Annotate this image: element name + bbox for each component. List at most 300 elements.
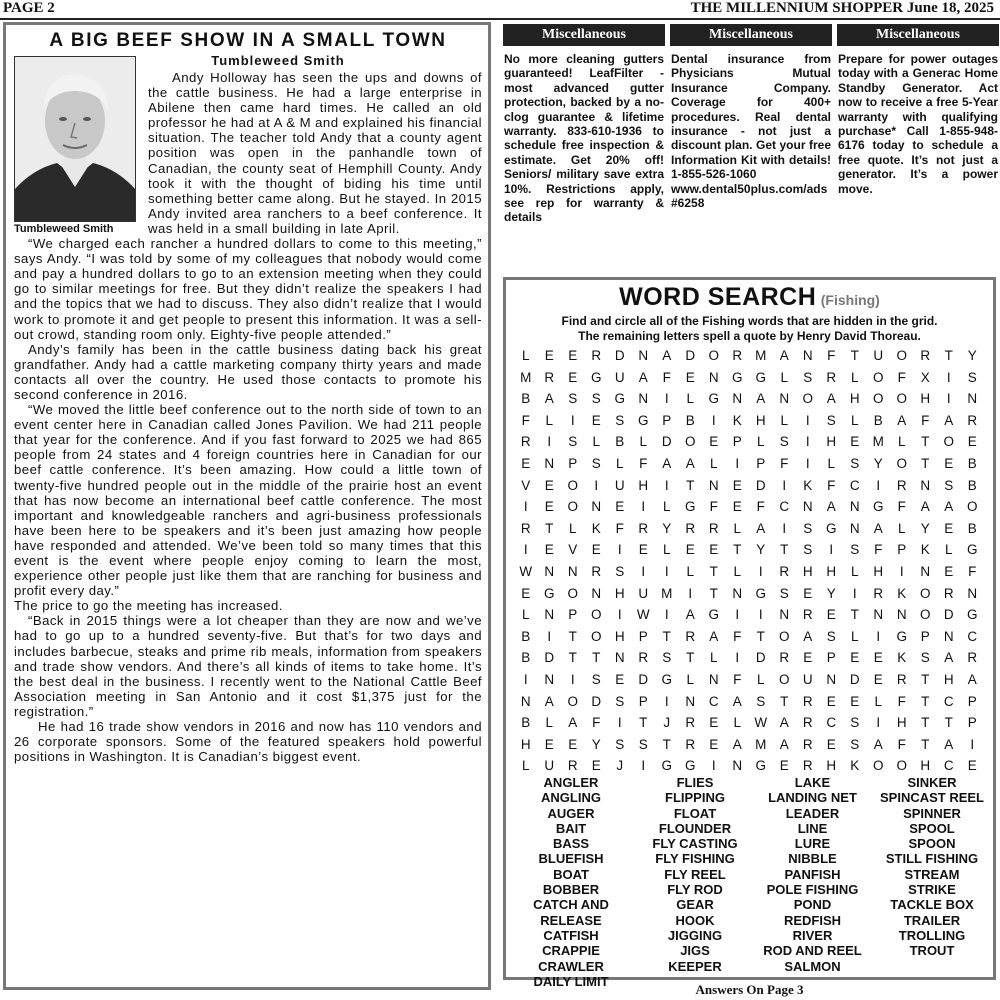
- grid-letter[interactable]: U: [614, 369, 625, 385]
- grid-letter[interactable]: K: [732, 412, 742, 428]
- grid-letter[interactable]: P: [967, 715, 977, 731]
- grid-letter[interactable]: S: [568, 434, 578, 450]
- grid-letter[interactable]: X: [920, 369, 930, 385]
- grid-letter[interactable]: O: [684, 434, 696, 450]
- grid-letter[interactable]: E: [850, 693, 860, 709]
- grid-letter[interactable]: A: [897, 412, 907, 428]
- grid-letter[interactable]: L: [850, 369, 859, 385]
- grid-letter[interactable]: L: [686, 391, 694, 407]
- grid-letter[interactable]: K: [897, 585, 907, 601]
- grid-letter[interactable]: O: [966, 499, 978, 515]
- grid-letter[interactable]: R: [685, 520, 696, 536]
- grid-letter[interactable]: I: [570, 412, 575, 428]
- grid-letter[interactable]: E: [944, 520, 954, 536]
- grid-letter[interactable]: O: [872, 369, 884, 385]
- grid-letter[interactable]: R: [826, 369, 837, 385]
- grid-letter[interactable]: S: [615, 693, 625, 709]
- grid-letter[interactable]: T: [850, 348, 859, 363]
- grid-letter[interactable]: G: [590, 369, 602, 385]
- grid-letter[interactable]: E: [568, 369, 578, 385]
- grid-letter[interactable]: E: [850, 434, 860, 450]
- grid-letter[interactable]: N: [614, 650, 625, 666]
- grid-letter[interactable]: A: [638, 369, 648, 385]
- grid-letter[interactable]: G: [684, 499, 696, 515]
- grid-letter[interactable]: E: [967, 758, 977, 774]
- grid-letter[interactable]: I: [664, 391, 669, 407]
- grid-letter[interactable]: Y: [662, 520, 672, 536]
- grid-letter[interactable]: I: [970, 736, 975, 752]
- grid-letter[interactable]: N: [967, 585, 978, 601]
- grid-letter[interactable]: L: [897, 520, 906, 536]
- grid-letter[interactable]: A: [920, 499, 930, 515]
- grid-letter[interactable]: K: [920, 542, 930, 558]
- grid-letter[interactable]: R: [732, 348, 743, 363]
- grid-letter[interactable]: I: [876, 715, 881, 731]
- grid-letter[interactable]: O: [896, 348, 907, 363]
- grid-letter[interactable]: S: [615, 563, 625, 579]
- grid-letter[interactable]: B: [521, 650, 531, 666]
- grid-letter[interactable]: P: [732, 434, 742, 450]
- grid-letter[interactable]: K: [897, 650, 907, 666]
- grid-letter[interactable]: S: [591, 671, 601, 687]
- grid-letter[interactable]: P: [756, 455, 766, 471]
- grid-letter[interactable]: E: [826, 693, 836, 709]
- grid-letter[interactable]: D: [685, 348, 696, 363]
- grid-letter[interactable]: G: [966, 607, 978, 623]
- grid-letter[interactable]: F: [897, 736, 906, 752]
- grid-letter[interactable]: N: [779, 391, 790, 407]
- grid-letter[interactable]: B: [521, 715, 531, 731]
- grid-letter[interactable]: E: [685, 369, 695, 385]
- grid-letter[interactable]: N: [544, 563, 555, 579]
- grid-letter[interactable]: F: [780, 455, 789, 471]
- grid-letter[interactable]: L: [850, 412, 859, 428]
- grid-letter[interactable]: O: [567, 477, 578, 493]
- grid-letter[interactable]: Y: [967, 348, 977, 363]
- grid-letter[interactable]: A: [944, 412, 954, 428]
- grid-letter[interactable]: E: [803, 650, 813, 666]
- grid-letter[interactable]: I: [664, 607, 669, 623]
- grid-letter[interactable]: L: [756, 434, 765, 450]
- grid-letter[interactable]: R: [685, 736, 696, 752]
- grid-letter[interactable]: I: [899, 563, 904, 579]
- grid-letter[interactable]: N: [943, 628, 954, 644]
- grid-letter[interactable]: D: [638, 671, 649, 687]
- grid-letter[interactable]: P: [568, 607, 578, 623]
- grid-letter[interactable]: S: [967, 369, 977, 385]
- grid-letter[interactable]: M: [755, 736, 767, 752]
- grid-letter[interactable]: T: [850, 607, 859, 623]
- grid-letter[interactable]: T: [662, 628, 671, 644]
- grid-letter[interactable]: P: [638, 693, 648, 709]
- grid-letter[interactable]: R: [943, 585, 954, 601]
- grid-letter[interactable]: I: [547, 434, 552, 450]
- grid-letter[interactable]: I: [735, 607, 740, 623]
- grid-letter[interactable]: L: [780, 412, 788, 428]
- grid-letter[interactable]: H: [826, 434, 837, 450]
- grid-letter[interactable]: T: [568, 628, 577, 644]
- grid-letter[interactable]: F: [897, 693, 906, 709]
- grid-letter[interactable]: N: [849, 499, 860, 515]
- grid-letter[interactable]: N: [520, 693, 531, 709]
- grid-letter[interactable]: C: [943, 758, 954, 774]
- grid-letter[interactable]: S: [779, 434, 789, 450]
- grid-letter[interactable]: T: [921, 715, 930, 731]
- grid-letter[interactable]: R: [779, 563, 790, 579]
- grid-letter[interactable]: I: [523, 671, 528, 687]
- grid-letter[interactable]: H: [873, 563, 884, 579]
- grid-letter[interactable]: N: [896, 607, 907, 623]
- grid-letter[interactable]: E: [568, 348, 578, 363]
- grid-letter[interactable]: I: [641, 563, 646, 579]
- grid-letter[interactable]: F: [615, 520, 624, 536]
- grid-letter[interactable]: N: [544, 455, 555, 471]
- grid-letter[interactable]: T: [921, 671, 930, 687]
- grid-letter[interactable]: R: [802, 736, 813, 752]
- grid-letter[interactable]: J: [663, 715, 671, 731]
- grid-letter[interactable]: L: [545, 412, 553, 428]
- grid-letter[interactable]: D: [614, 348, 625, 363]
- grid-letter[interactable]: Y: [826, 585, 836, 601]
- grid-letter[interactable]: H: [755, 412, 766, 428]
- grid-letter[interactable]: E: [615, 671, 625, 687]
- grid-letter[interactable]: G: [708, 391, 719, 407]
- grid-letter[interactable]: O: [896, 391, 907, 407]
- grid-letter[interactable]: H: [614, 628, 625, 644]
- grid-letter[interactable]: A: [873, 736, 883, 752]
- grid-letter[interactable]: E: [544, 736, 554, 752]
- grid-letter[interactable]: D: [591, 693, 602, 709]
- grid-letter[interactable]: S: [826, 628, 836, 644]
- grid-letter[interactable]: G: [661, 758, 672, 774]
- grid-letter[interactable]: C: [708, 693, 719, 709]
- grid-letter[interactable]: S: [803, 542, 813, 558]
- grid-letter[interactable]: S: [568, 391, 578, 407]
- grid-letter[interactable]: A: [826, 499, 836, 515]
- grid-letter[interactable]: E: [591, 542, 601, 558]
- grid-letter[interactable]: A: [709, 628, 719, 644]
- grid-letter[interactable]: K: [850, 758, 860, 774]
- grid-letter[interactable]: N: [544, 607, 555, 623]
- grid-letter[interactable]: R: [685, 628, 696, 644]
- grid-letter[interactable]: I: [523, 499, 528, 515]
- grid-letter[interactable]: I: [617, 715, 622, 731]
- grid-letter[interactable]: H: [826, 758, 837, 774]
- grid-letter[interactable]: A: [544, 693, 554, 709]
- grid-letter[interactable]: O: [943, 434, 954, 450]
- grid-letter[interactable]: O: [802, 391, 813, 407]
- grid-letter[interactable]: L: [568, 520, 577, 536]
- grid-letter[interactable]: S: [662, 650, 672, 666]
- grid-letter[interactable]: I: [711, 758, 716, 774]
- grid-letter[interactable]: S: [850, 736, 860, 752]
- grid-letter[interactable]: R: [708, 520, 719, 536]
- grid-letter[interactable]: A: [685, 455, 695, 471]
- grid-letter[interactable]: T: [921, 434, 930, 450]
- grid-letter[interactable]: N: [708, 477, 719, 493]
- grid-letter[interactable]: I: [617, 542, 622, 558]
- grid-letter[interactable]: E: [544, 477, 554, 493]
- grid-letter[interactable]: I: [641, 499, 646, 515]
- grid-letter[interactable]: Y: [591, 736, 601, 752]
- grid-letter[interactable]: N: [591, 585, 602, 601]
- grid-letter[interactable]: L: [521, 348, 530, 363]
- grid-letter[interactable]: N: [638, 348, 649, 363]
- grid-letter[interactable]: I: [876, 477, 881, 493]
- grid-letter[interactable]: E: [967, 434, 977, 450]
- grid-letter[interactable]: G: [896, 628, 907, 644]
- grid-letter[interactable]: T: [944, 348, 953, 363]
- grid-letter[interactable]: K: [591, 520, 601, 536]
- grid-letter[interactable]: B: [615, 434, 625, 450]
- grid-letter[interactable]: A: [803, 628, 813, 644]
- grid-letter[interactable]: G: [755, 585, 766, 601]
- grid-letter[interactable]: S: [756, 693, 766, 709]
- grid-letter[interactable]: O: [778, 671, 790, 687]
- grid-letter[interactable]: E: [944, 455, 954, 471]
- grid-letter[interactable]: N: [920, 563, 931, 579]
- grid-letter[interactable]: R: [802, 693, 813, 709]
- grid-letter[interactable]: F: [756, 499, 765, 515]
- grid-letter[interactable]: E: [826, 607, 836, 623]
- grid-letter[interactable]: R: [591, 348, 602, 363]
- grid-letter[interactable]: A: [967, 671, 977, 687]
- grid-letter[interactable]: R: [896, 477, 907, 493]
- grid-letter[interactable]: E: [873, 671, 883, 687]
- grid-letter[interactable]: A: [544, 391, 554, 407]
- grid-letter[interactable]: L: [944, 542, 953, 558]
- grid-letter[interactable]: Y: [920, 520, 930, 536]
- grid-letter[interactable]: N: [967, 391, 978, 407]
- grid-letter[interactable]: S: [920, 650, 930, 666]
- grid-letter[interactable]: S: [850, 542, 860, 558]
- grid-letter[interactable]: F: [897, 499, 906, 515]
- grid-letter[interactable]: T: [686, 477, 695, 493]
- grid-letter[interactable]: A: [662, 455, 672, 471]
- grid-letter[interactable]: T: [686, 650, 695, 666]
- grid-letter[interactable]: W: [636, 607, 650, 623]
- grid-letter[interactable]: H: [802, 563, 813, 579]
- grid-letter[interactable]: F: [921, 412, 930, 428]
- grid-letter[interactable]: G: [825, 520, 837, 536]
- grid-letter[interactable]: I: [547, 628, 552, 644]
- grid-letter[interactable]: S: [615, 736, 625, 752]
- grid-letter[interactable]: D: [755, 650, 766, 666]
- grid-letter[interactable]: S: [850, 715, 860, 731]
- grid-letter[interactable]: I: [688, 585, 693, 601]
- grid-letter[interactable]: N: [779, 607, 790, 623]
- grid-letter[interactable]: N: [708, 369, 719, 385]
- grid-letter[interactable]: L: [709, 455, 718, 471]
- grid-letter[interactable]: A: [685, 607, 695, 623]
- grid-letter[interactable]: H: [943, 671, 954, 687]
- grid-letter[interactable]: I: [852, 585, 857, 601]
- grid-letter[interactable]: N: [567, 563, 578, 579]
- grid-letter[interactable]: I: [664, 693, 669, 709]
- grid-letter[interactable]: M: [520, 369, 532, 385]
- grid-letter[interactable]: N: [802, 499, 813, 515]
- grid-letter[interactable]: H: [638, 477, 649, 493]
- grid-letter[interactable]: E: [544, 499, 554, 515]
- grid-letter[interactable]: L: [686, 563, 694, 579]
- grid-letter[interactable]: F: [733, 628, 742, 644]
- grid-letter[interactable]: T: [709, 563, 718, 579]
- grid-letter[interactable]: P: [568, 455, 578, 471]
- grid-letter[interactable]: R: [802, 607, 813, 623]
- grid-letter[interactable]: R: [685, 715, 696, 731]
- grid-letter[interactable]: R: [967, 650, 978, 666]
- grid-letter[interactable]: N: [732, 391, 743, 407]
- grid-letter[interactable]: I: [758, 607, 763, 623]
- grid-letter[interactable]: N: [802, 348, 813, 363]
- grid-letter[interactable]: A: [732, 736, 742, 752]
- grid-letter[interactable]: E: [709, 542, 719, 558]
- grid-letter[interactable]: N: [732, 585, 743, 601]
- grid-letter[interactable]: A: [756, 391, 766, 407]
- grid-letter[interactable]: P: [638, 628, 648, 644]
- grid-letter[interactable]: B: [685, 412, 695, 428]
- grid-letter[interactable]: B: [521, 391, 531, 407]
- grid-letter[interactable]: L: [897, 434, 906, 450]
- grid-letter[interactable]: A: [732, 693, 742, 709]
- grid-letter[interactable]: R: [779, 650, 790, 666]
- grid-letter[interactable]: O: [896, 758, 907, 774]
- grid-letter[interactable]: L: [827, 455, 835, 471]
- grid-letter[interactable]: R: [873, 585, 884, 601]
- grid-letter[interactable]: E: [803, 585, 813, 601]
- grid-letter[interactable]: O: [590, 628, 602, 644]
- grid-letter[interactable]: G: [708, 607, 719, 623]
- grid-letter[interactable]: J: [616, 758, 624, 774]
- grid-letter[interactable]: F: [733, 671, 742, 687]
- grid-letter[interactable]: P: [662, 412, 672, 428]
- grid-letter[interactable]: O: [872, 758, 884, 774]
- grid-letter[interactable]: A: [873, 520, 883, 536]
- grid-letter[interactable]: A: [779, 715, 789, 731]
- grid-letter[interactable]: L: [874, 693, 882, 709]
- grid-letter[interactable]: K: [803, 477, 813, 493]
- grid-letter[interactable]: S: [803, 520, 813, 536]
- grid-letter[interactable]: F: [827, 348, 836, 363]
- grid-letter[interactable]: E: [709, 736, 719, 752]
- grid-letter[interactable]: T: [921, 455, 930, 471]
- grid-letter[interactable]: I: [805, 434, 810, 450]
- grid-letter[interactable]: A: [944, 499, 954, 515]
- grid-letter[interactable]: G: [661, 671, 672, 687]
- grid-letter[interactable]: T: [662, 736, 671, 752]
- grid-letter[interactable]: E: [944, 563, 954, 579]
- grid-letter[interactable]: T: [921, 693, 930, 709]
- grid-letter[interactable]: T: [733, 542, 742, 558]
- grid-letter[interactable]: L: [662, 499, 671, 515]
- grid-letter[interactable]: R: [591, 563, 602, 579]
- grid-letter[interactable]: H: [849, 391, 860, 407]
- grid-letter[interactable]: E: [591, 412, 601, 428]
- grid-letter[interactable]: O: [567, 585, 578, 601]
- grid-letter[interactable]: F: [874, 542, 883, 558]
- grid-letter[interactable]: N: [638, 391, 649, 407]
- grid-letter[interactable]: P: [920, 628, 930, 644]
- grid-letter[interactable]: C: [849, 477, 860, 493]
- grid-letter[interactable]: L: [545, 715, 553, 731]
- grid-letter[interactable]: E: [826, 736, 836, 752]
- grid-letter[interactable]: R: [638, 650, 649, 666]
- grid-letter[interactable]: U: [638, 585, 649, 601]
- grid-letter[interactable]: A: [779, 348, 789, 363]
- grid-letter[interactable]: R: [520, 434, 531, 450]
- grid-letter[interactable]: G: [755, 758, 766, 774]
- grid-letter[interactable]: I: [782, 520, 787, 536]
- grid-letter[interactable]: T: [756, 628, 765, 644]
- grid-letter[interactable]: T: [944, 715, 953, 731]
- grid-letter[interactable]: O: [778, 628, 790, 644]
- grid-letter[interactable]: F: [709, 499, 718, 515]
- grid-letter[interactable]: R: [638, 520, 649, 536]
- grid-letter[interactable]: T: [545, 520, 554, 536]
- grid-letter[interactable]: F: [897, 369, 906, 385]
- grid-letter[interactable]: I: [617, 607, 622, 623]
- grid-letter[interactable]: S: [803, 369, 813, 385]
- grid-letter[interactable]: E: [709, 434, 719, 450]
- grid-letter[interactable]: V: [568, 542, 578, 558]
- grid-letter[interactable]: W: [519, 563, 533, 579]
- grid-letter[interactable]: T: [780, 693, 789, 709]
- grid-letter[interactable]: F: [639, 455, 648, 471]
- grid-letter[interactable]: T: [592, 650, 601, 666]
- grid-letter[interactable]: O: [708, 348, 719, 363]
- grid-letter[interactable]: R: [967, 412, 978, 428]
- grid-letter[interactable]: U: [544, 758, 555, 774]
- grid-letter[interactable]: L: [662, 542, 671, 558]
- grid-letter[interactable]: N: [685, 693, 696, 709]
- grid-letter[interactable]: O: [872, 391, 884, 407]
- grid-letter[interactable]: G: [731, 369, 743, 385]
- grid-letter[interactable]: E: [779, 758, 789, 774]
- grid-letter[interactable]: G: [684, 758, 696, 774]
- grid-letter[interactable]: T: [921, 736, 930, 752]
- grid-letter[interactable]: B: [967, 520, 977, 536]
- grid-letter[interactable]: R: [920, 348, 931, 363]
- grid-letter[interactable]: S: [850, 455, 860, 471]
- grid-letter[interactable]: N: [849, 520, 860, 536]
- grid-letter[interactable]: A: [779, 736, 789, 752]
- grid-letter[interactable]: O: [567, 499, 578, 515]
- grid-letter[interactable]: L: [521, 607, 530, 623]
- grid-letter[interactable]: A: [944, 736, 954, 752]
- grid-letter[interactable]: G: [966, 542, 978, 558]
- grid-letter[interactable]: I: [758, 563, 763, 579]
- grid-letter[interactable]: Y: [873, 455, 883, 471]
- grid-letter[interactable]: I: [782, 477, 787, 493]
- grid-letter[interactable]: P: [967, 693, 977, 709]
- grid-letter[interactable]: L: [709, 650, 718, 666]
- grid-letter[interactable]: U: [614, 477, 625, 493]
- grid-letter[interactable]: B: [521, 628, 531, 644]
- grid-letter[interactable]: R: [896, 671, 907, 687]
- grid-letter[interactable]: U: [873, 348, 884, 363]
- grid-letter[interactable]: P: [826, 650, 836, 666]
- grid-letter[interactable]: E: [521, 455, 531, 471]
- grid-letter[interactable]: I: [664, 563, 669, 579]
- grid-letter[interactable]: N: [732, 758, 743, 774]
- grid-letter[interactable]: S: [944, 477, 954, 493]
- grid-letter[interactable]: E: [732, 477, 742, 493]
- grid-letter[interactable]: I: [735, 650, 740, 666]
- grid-letter[interactable]: I: [805, 455, 810, 471]
- grid-letter[interactable]: R: [802, 758, 813, 774]
- grid-letter[interactable]: I: [523, 542, 528, 558]
- grid-letter[interactable]: H: [826, 563, 837, 579]
